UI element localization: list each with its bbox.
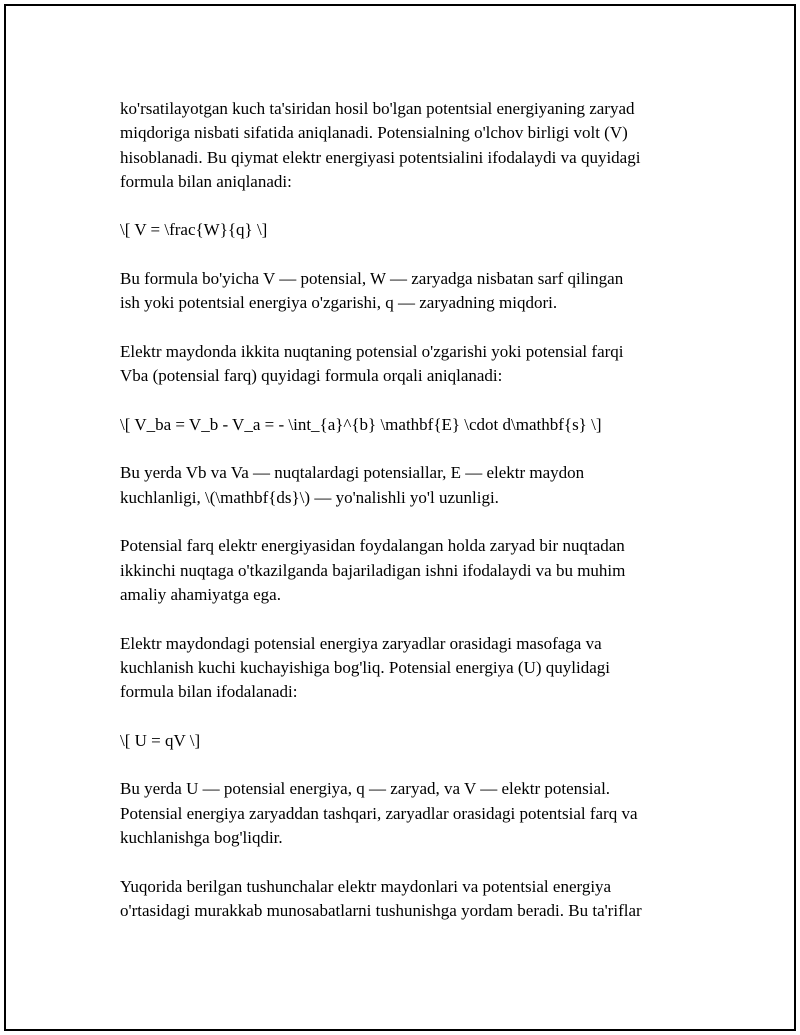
text-line: formula bilan ifodalanadi: (120, 682, 298, 702)
text-line: Bu yerda U — potensial energiya, q — zaryad, va V — elektr potensial. (120, 779, 611, 799)
text-line: o'rtasidagi murakkab munosabatlarni tushunishga yordam beradi. Bu ta'riflar (120, 900, 642, 920)
text-line: miqdoriga nisbati sifatida aniqlanadi. Potensialning o'lchov birligi volt (V) (120, 123, 628, 143)
paragraph-formula-explanation (120, 267, 696, 316)
paragraph-potential-energy (120, 632, 696, 705)
text-line: Yuqorida berilgan tushunchalar elektr maydonlari va potentsial energiya (120, 876, 612, 896)
text-line: ko'rsatilayotgan kuch ta'siridan hosil bo'lgan potentsial energiyaning zaryad (120, 99, 635, 118)
text-line: hisoblanadi. Bu qiymat elektr energiyasi potentsialini ifodalaydi va quyidagi (120, 147, 641, 167)
text-line: ikkinchi nuqtaga o'tkazilganda bajariladigan ishni ifodalaydi va bu muhim (120, 560, 626, 580)
page-frame (4, 4, 796, 1031)
text-line: Bu yerda Vb va Va — nuqtalardagi potensiallar, E — elektr maydon (120, 463, 585, 483)
text-line: Potensial energiya zaryaddan tashqari, zaryadlar orasidagi potentsial farq va (120, 803, 638, 823)
paragraph-work-meaning (120, 534, 696, 607)
paragraph-difference-explanation (120, 461, 696, 510)
text-line: Elektr maydondagi potensial energiya zaryadlar orasidagi masofaga va (120, 633, 602, 653)
formula-potential-difference (120, 413, 696, 437)
formula-potential (120, 218, 696, 242)
text-line: Bu formula bo'yicha V — potensial, W — zaryadga nisbatan sarf qilingan (120, 269, 624, 289)
formula-potential-energy (120, 729, 696, 753)
text-line: formula bilan aniqlanadi: (120, 171, 292, 191)
paragraph-potential-definition (120, 97, 696, 194)
text-line: Vba (potensial farq) quyidagi formula orqali aniqlanadi: (120, 366, 503, 386)
formula-line: \[ U = qV \] (120, 730, 201, 750)
text-line: ish yoki potentsial energiya o'zgarishi, q — zaryadning miqdori. (120, 293, 558, 313)
paragraph-conclusion (120, 875, 696, 924)
text-line: amaliy ahamiyatga ega. (120, 584, 281, 604)
text-line: kuchlanish kuchi kuchayishiga bog'liq. Potensial energiya (U) quylidagi (120, 657, 610, 677)
formula-line: \[ V_ba = V_b - V_a = - \int_{a}^{b} \mathbf{E} \cdot d\mathbf{s} \] (120, 414, 602, 434)
text-line: Potensial farq elektr energiyasidan foydalangan holda zaryad bir nuqtadan (120, 536, 625, 556)
paragraph-potential-difference (120, 340, 696, 389)
text-line: Elektr maydonda ikkita nuqtaning potensial o'zgarishi yoki potensial farqi (120, 341, 624, 361)
text-line: kuchlanishga bog'liqdir. (120, 827, 283, 847)
formula-line: \[ V = \frac{W}{q} \] (120, 220, 268, 240)
paragraph-energy-explanation (120, 777, 696, 850)
document-body (120, 97, 696, 947)
text-line: kuchlanligi, \(\mathbf{ds}\) — yo'nalishli yo'l uzunligi. (120, 487, 499, 507)
